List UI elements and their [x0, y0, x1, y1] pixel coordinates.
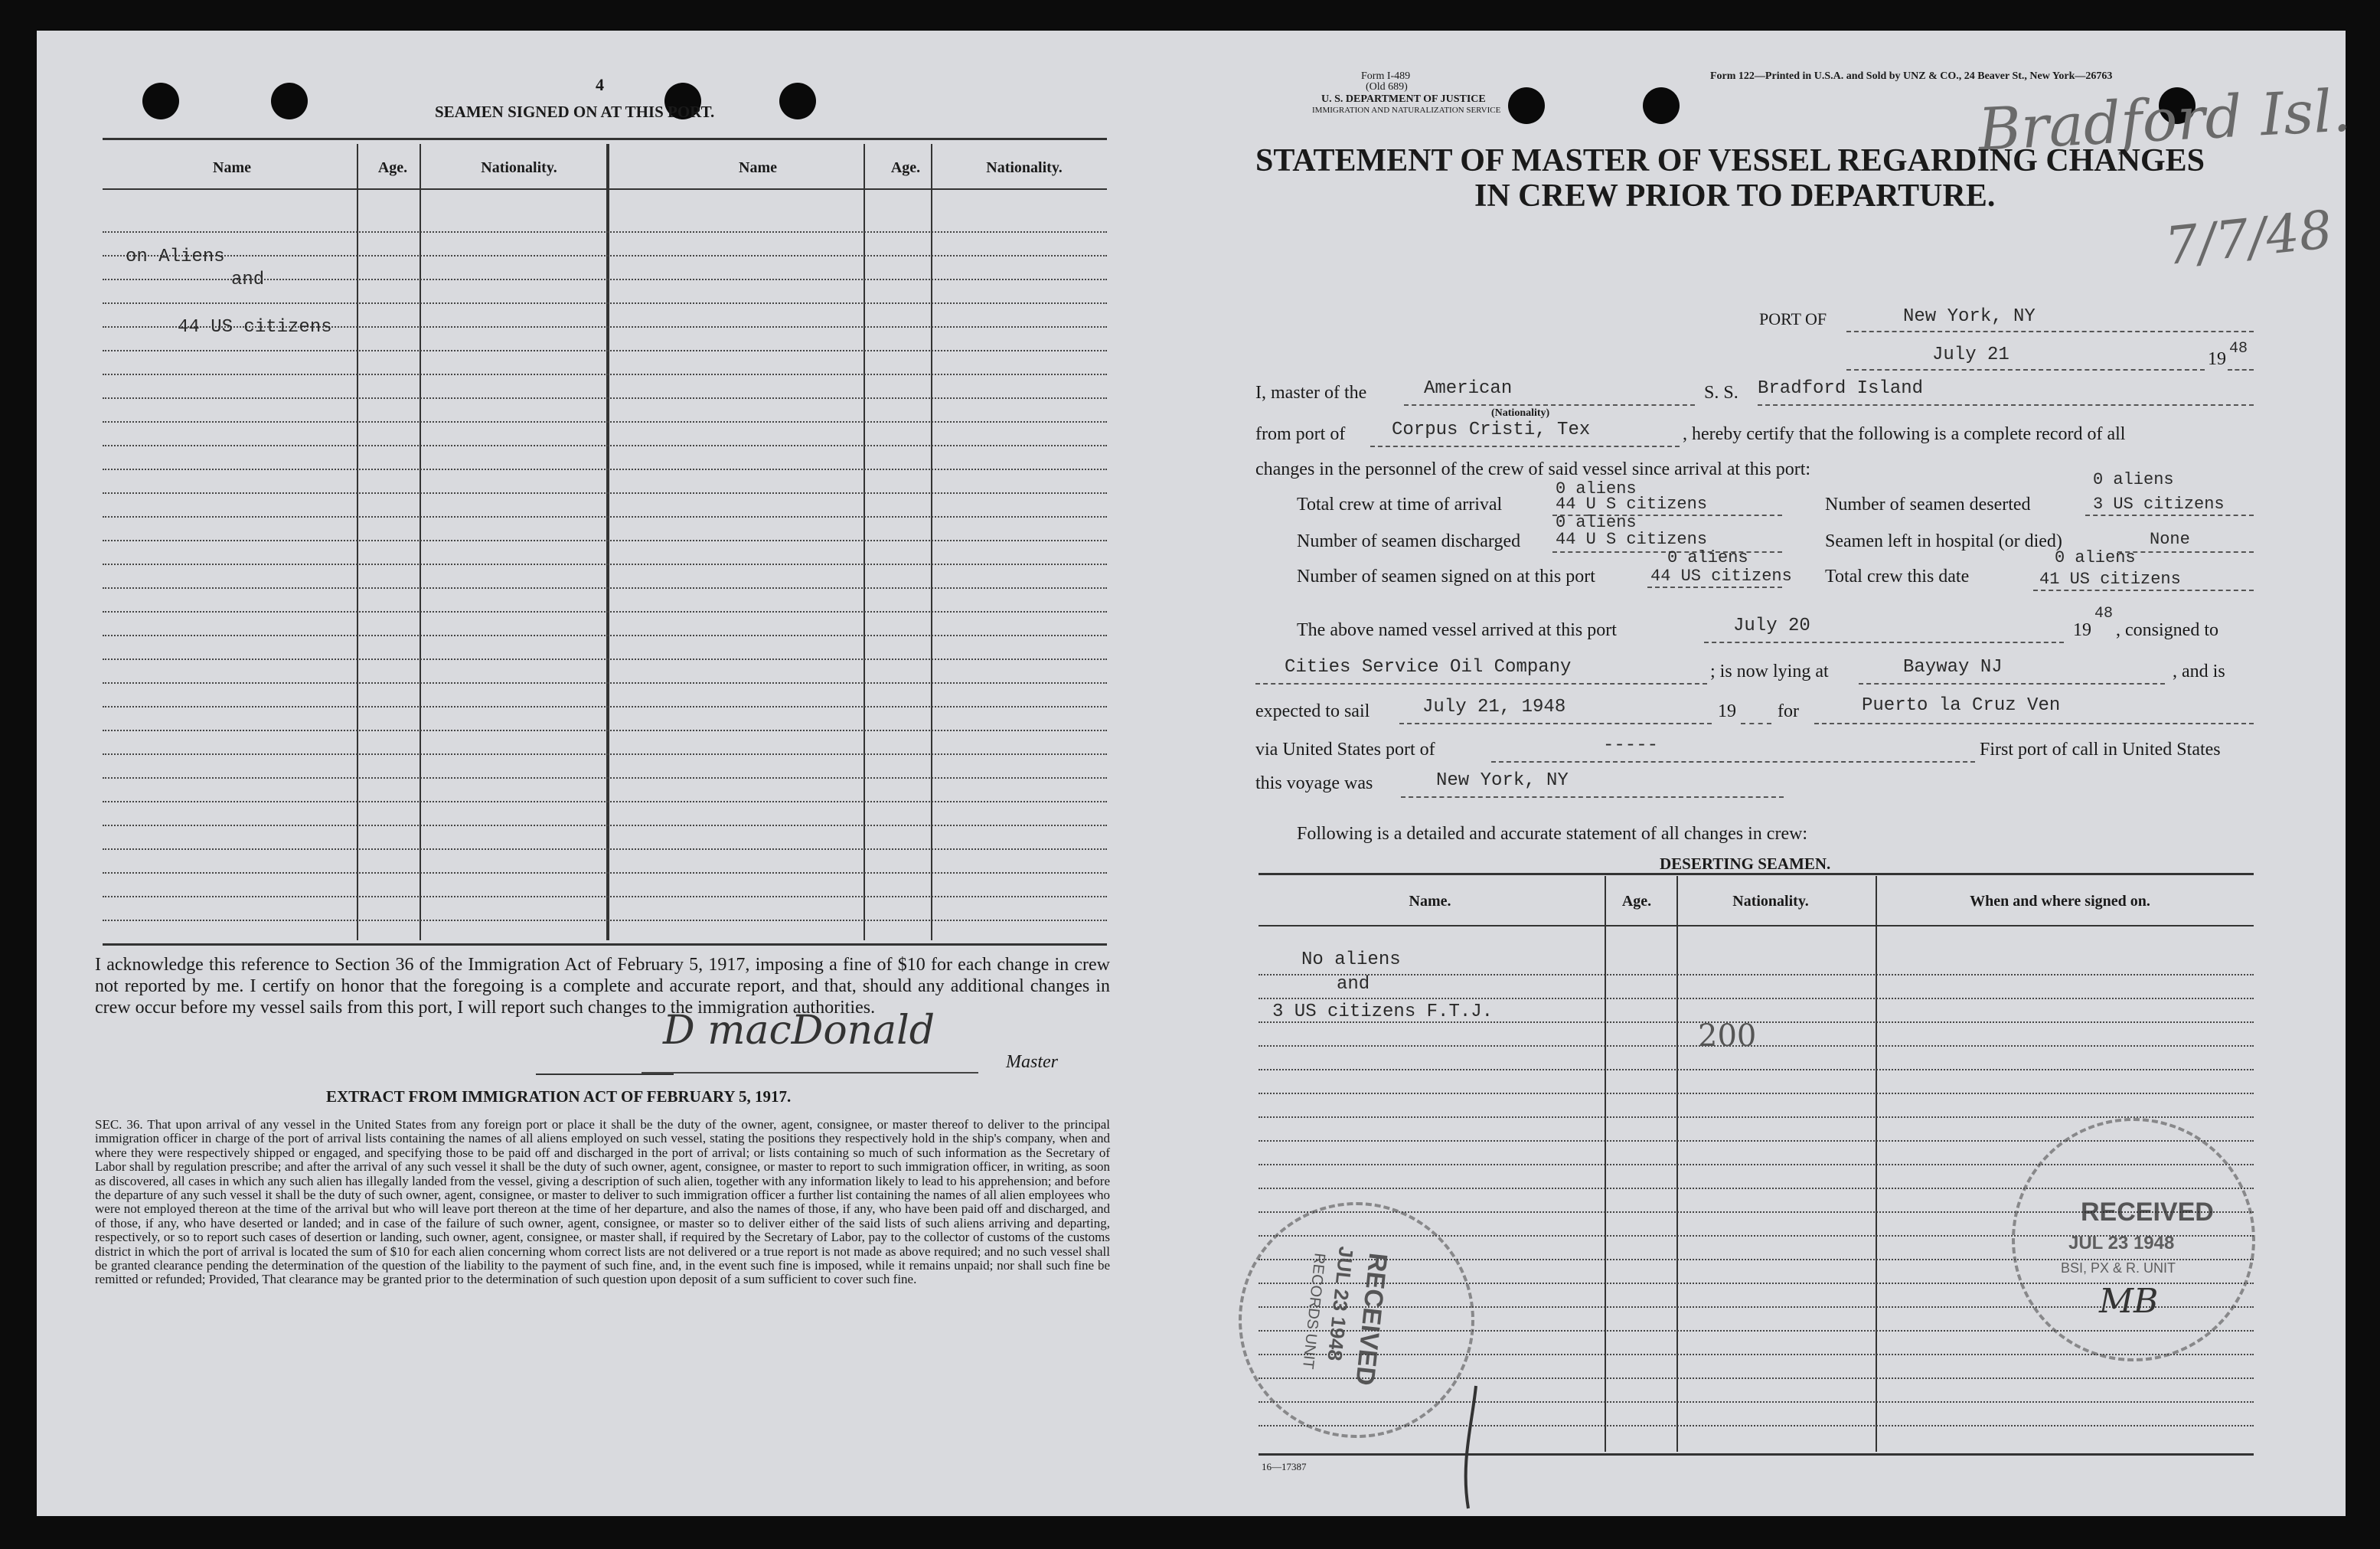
document-sheet [37, 31, 2352, 1516]
table-row-rule [103, 682, 1107, 684]
punch-hole [271, 83, 308, 119]
total-date-citizens: 41 US citizens [2039, 570, 2181, 589]
col-header-nationality: Nationality. [481, 159, 557, 176]
stamp-right-line-1: RECEIVED [2081, 1198, 2214, 1227]
punch-hole [1643, 87, 1680, 124]
table-row-rule [103, 777, 1107, 779]
master-signature: D macDonald [663, 1008, 935, 1054]
first-port-text: First port of call in United States [1980, 740, 2221, 760]
arrived-year-value: 48 [2094, 605, 2114, 623]
stamp-left-line-3: RECORDS UNIT [1299, 1252, 1328, 1371]
discharged-citizens: 44 U S citizens [1556, 530, 1708, 549]
extract-title: EXTRACT FROM IMMIGRATION ACT OF FEBRUARY 5, 1917. [326, 1087, 792, 1106]
table-row-rule [1259, 974, 2254, 975]
signed-on-aliens: 0 aliens [1667, 548, 1748, 567]
form-title-line-1: STATEMENT OF MASTER OF VESSEL REGARDING CHANGES [1255, 143, 2205, 178]
table-bottom-rule [103, 943, 1107, 946]
arrived-line [1704, 642, 2064, 643]
ship-name: Bradford Island [1758, 378, 1924, 399]
table-row-rule [1259, 1425, 2254, 1426]
discharged-label: Number of seamen discharged [1297, 531, 1521, 551]
voyage-value: New York, NY [1436, 770, 1569, 791]
short-rule [536, 1074, 674, 1075]
discharged-aliens: 0 aliens [1556, 513, 1637, 532]
table-row-rule [1259, 1093, 2254, 1094]
column-divider [357, 144, 358, 940]
pencil-note: 200 [1698, 1018, 1757, 1054]
table-row-rule [1259, 1401, 2254, 1403]
date-value: July 21 [1932, 345, 2009, 365]
table-row-rule [103, 635, 1107, 636]
destination-line [1814, 723, 2254, 724]
deserting-col-name: Name. [1409, 893, 1451, 910]
table-row-rule [103, 658, 1107, 660]
table-row-rule [103, 350, 1107, 351]
table-row-rule [103, 397, 1107, 399]
port-line [1846, 331, 2254, 332]
nationality-line [1404, 404, 1695, 406]
punch-hole [142, 83, 179, 119]
expected-text: expected to sail [1255, 701, 1370, 721]
table-row-rule [103, 231, 1107, 233]
deserted-citizens: 3 US citizens [2093, 495, 2225, 514]
ss-label: S. S. [1704, 383, 1738, 403]
from-port-label: from port of [1255, 424, 1346, 444]
lying-line [1859, 683, 2165, 685]
deserted-label: Number of seamen deserted [1825, 495, 2031, 515]
via-value: ----- [1603, 735, 1659, 756]
year-line [2228, 369, 2254, 371]
table-row-rule [103, 896, 1107, 897]
table-row-rule [1259, 1116, 2254, 1118]
nationality-label: (Nationality) [1491, 407, 1550, 419]
table-row-rule [103, 540, 1107, 541]
col-header-nationality-2: Nationality. [986, 159, 1063, 176]
deserting-title: DESERTING SEAMEN. [1660, 855, 1831, 873]
consigned-text: , consigned to [2116, 620, 2218, 640]
stamp-right-line-2: JUL 23 1948 [2068, 1233, 2175, 1253]
table-row-rule [103, 421, 1107, 423]
via-line [1491, 761, 1975, 763]
deserted-line [2085, 515, 2254, 516]
handwritten-date: 7/7/48 [2162, 199, 2336, 278]
consignee-line [1255, 683, 1707, 685]
stamp-left-line-2: JUL 23 1948 [1323, 1245, 1358, 1362]
handwritten-vessel: Bradford Isl. [1977, 76, 2352, 164]
punch-hole [779, 83, 816, 119]
column-divider [864, 144, 865, 940]
deserting-entry-3: 3 US citizens F.T.J. [1272, 1002, 1494, 1022]
table-row-rule [103, 302, 1107, 304]
col-header-name-2: Name [739, 159, 777, 176]
table-row-rule [103, 374, 1107, 375]
destination-value: Puerto la Cruz Ven [1862, 695, 2061, 716]
table-row-rule [103, 564, 1107, 565]
table-row-rule [103, 848, 1107, 850]
table-row-rule [103, 255, 1107, 257]
signed-on-line [1647, 587, 1782, 588]
department: U. S. DEPARTMENT OF JUSTICE [1321, 93, 1486, 105]
table-header-rule [103, 188, 1107, 190]
entry-line-1: on Aliens [126, 247, 225, 267]
certify-text: , hereby certify that the following is a complete record of all [1683, 424, 2126, 444]
col-header-age: Age. [377, 159, 408, 176]
column-divider [420, 144, 421, 940]
signature-line [642, 1072, 978, 1074]
arrived-text: The above named vessel arrived at this port [1297, 620, 1617, 640]
from-port-value: Corpus Cristi, Tex [1392, 420, 1591, 440]
stamp-left-line-1: RECEIVED [1350, 1251, 1393, 1387]
pencil-stroke [1438, 1378, 1499, 1516]
table-row-rule [103, 492, 1107, 494]
table-top-rule [103, 138, 1107, 140]
entry-line-2: and [231, 270, 265, 290]
deserted-aliens: 0 aliens [2093, 470, 2174, 489]
sail-date-line [1399, 723, 1712, 724]
table-row-rule [103, 706, 1107, 708]
table-row-rule [103, 920, 1107, 921]
entry-line-3: 44 US citizens [178, 317, 332, 338]
voyage-line [1401, 796, 1784, 798]
signed-on-label: Number of seamen signed on at this port [1297, 567, 1595, 587]
deserting-col-nationality: Nationality. [1732, 893, 1809, 910]
punch-hole [1508, 87, 1545, 124]
deserting-table-top [1259, 873, 2254, 875]
form-title-line-2: IN CREW PRIOR TO DEPARTURE. [1474, 178, 1996, 214]
table-row-rule [103, 445, 1107, 446]
stamp-right-line-3: BSI, PX & R. UNIT [2061, 1260, 2176, 1276]
table-row-rule [103, 872, 1107, 874]
extract-text: SEC. 36. That upon arrival of any vessel in the United States from any foreign port or place it shall be the duty of the owner, agent, consignee, or master thereof to deliver to the principal immigration officer in charge of the port of arrival lists containing the names of all aliens employed on such vessel, stating the positions they respectively hold in the ship's company, when and where they were respectively shipped or engaged, and specifying those to be paid off and discharged in the port of arrival; or lists containing so much of such information as the Secretary of Labor shall by regulation prescribe; and after the arrival of any such vessel it shall be the duty of such owner, agent, consignee, or master to report to such immigration officer, in writing, as soon as discovered, all cases in which any such alien has illegally landed from the vessel, giving a description of such alien, together with any information likely to lead to his apprehension; and before the departure of any such vessel it shall be the duty of such owner, agent, consignee, or master to deliver to such immigration officer a further list containing the names of all alien employees who were not employed thereon at the time of the arrival but who will leave port thereon at the time of her departure, and also the names of those, if any, who have been paid off and discharged, and of those, if any, who have deserted or landed; and in case of the failure of such owner, agent, consignee, or master so to deliver either of the said lists of such aliens arriving and departing, respectively, or so to report such cases of desertion or landing, such owner, agent, consignee, or master shall, if required by the Secretary of Labor, pay to the collector of customs of the customs district in which the port of arrival is located the sum of $10 for each alien concerning whom correct lists are not delivered or a true report is not made as above required; and no such vessel shall be granted clearance pending the determination of the question of the liability to the payment of such fine, and, in the event such fine is imposed, while it remains unpaid; nor shall such fine be remitted or refunded; Provided, That clearance may be granted prior to the determination of such question upon deposit of a sum sufficient to cover such fine. [95, 1117, 1110, 1287]
total-crew-aliens: 0 aliens [1556, 479, 1637, 498]
year-prefix: 19 [2208, 349, 2226, 369]
master-label: Master [1006, 1052, 1058, 1072]
col-header-age-2: Age. [890, 159, 921, 176]
table-row-rule [103, 611, 1107, 613]
total-date-line [2033, 590, 2254, 591]
for-text: for [1778, 701, 1799, 721]
table-row-rule [103, 801, 1107, 802]
deserting-entry-2: and [1337, 974, 1370, 995]
deserting-entry-1: No aliens [1301, 949, 1401, 970]
acknowledgement-text: I acknowledge this reference to Section 36 of the Immigration Act of February 5, 1917, imposing a fine of $10 for each change in crew not reported by me. I certify on honor that the foregoing is a complete and accurate report, and that, should any additional changes in crew occur before my vessel sails from this port, I will report such changes to the immigration authorities. [95, 955, 1110, 1018]
port-label: PORT OF [1759, 309, 1827, 328]
sail-year-line [1741, 723, 1771, 724]
date-line [1846, 369, 2205, 371]
column-divider [606, 144, 609, 940]
table-row-rule [103, 730, 1107, 731]
and-is-text: , and is [2173, 662, 2225, 681]
table-row-rule [103, 469, 1107, 470]
hospital-value: None [2150, 530, 2190, 549]
service: IMMIGRATION AND NATURALIZATION SERVICE [1312, 106, 1501, 115]
port-value: New York, NY [1903, 306, 2036, 327]
deserting-table-bottom [1259, 1453, 2254, 1456]
total-crew-citizens: 44 U S citizens [1556, 495, 1708, 514]
received-stamp-right [2012, 1118, 2255, 1361]
table-row-rule [1259, 1377, 2254, 1379]
consignee-value: Cities Service Oil Company [1285, 657, 1572, 678]
ship-line [1758, 404, 2254, 406]
lying-value: Bayway NJ [1903, 657, 2003, 678]
printer-line: Form 122—Printed in U.S.A. and Sold by UNZ & CO., 24 Beaver St., New York—26763 [1710, 70, 2113, 82]
total-date-label: Total crew this date [1825, 567, 1970, 587]
following-text: Following is a detailed and accurate statement of all changes in crew: [1297, 824, 1808, 844]
hospital-label: Seamen left in hospital (or died) [1825, 531, 2062, 551]
sail-year-prefix: 19 [1718, 701, 1736, 721]
deserting-table-header-rule [1259, 925, 2254, 926]
from-port-line [1370, 446, 1680, 447]
voyage-text: this voyage was [1255, 773, 1373, 793]
via-text: via United States port of [1255, 740, 1435, 760]
nationality-value: American [1424, 378, 1513, 399]
sail-date-value: July 21, 1948 [1422, 697, 1566, 717]
footer-code: 16—17387 [1262, 1461, 1307, 1472]
column-divider [931, 144, 932, 940]
table-row-rule [103, 516, 1107, 518]
total-crew-label: Total crew at time of arrival [1297, 495, 1503, 515]
form-number: Form I-489 [1361, 70, 1411, 82]
form-old: (Old 689) [1366, 81, 1408, 93]
left-title: SEAMEN SIGNED ON AT THIS PORT. [435, 103, 715, 121]
table-row-rule [1259, 998, 2254, 999]
deserting-col-age: Age. [1621, 893, 1652, 910]
deserting-col-signed-on: When and where signed on. [1970, 893, 2150, 910]
table-row-rule [103, 753, 1107, 755]
year-value: 48 [2229, 340, 2248, 358]
arrived-year-prefix: 19 [2073, 620, 2091, 640]
changes-text: changes in the personnel of the crew of said vessel since arrival at this port: [1255, 459, 1811, 479]
table-row-rule [103, 825, 1107, 826]
page-number: 4 [596, 75, 604, 94]
stamp-initials: MB [2099, 1282, 2159, 1321]
hospital-line [2117, 551, 2254, 553]
signed-on-citizens: 44 US citizens [1650, 567, 1792, 586]
total-date-aliens: 0 aliens [2055, 548, 2136, 567]
lying-text: ; is now lying at [1710, 662, 1829, 681]
table-row-rule [103, 587, 1107, 589]
table-row-rule [1259, 1069, 2254, 1070]
master-text: I, master of the [1255, 383, 1367, 403]
col-header-name: Name [213, 159, 251, 176]
arrived-date: July 20 [1733, 616, 1810, 636]
